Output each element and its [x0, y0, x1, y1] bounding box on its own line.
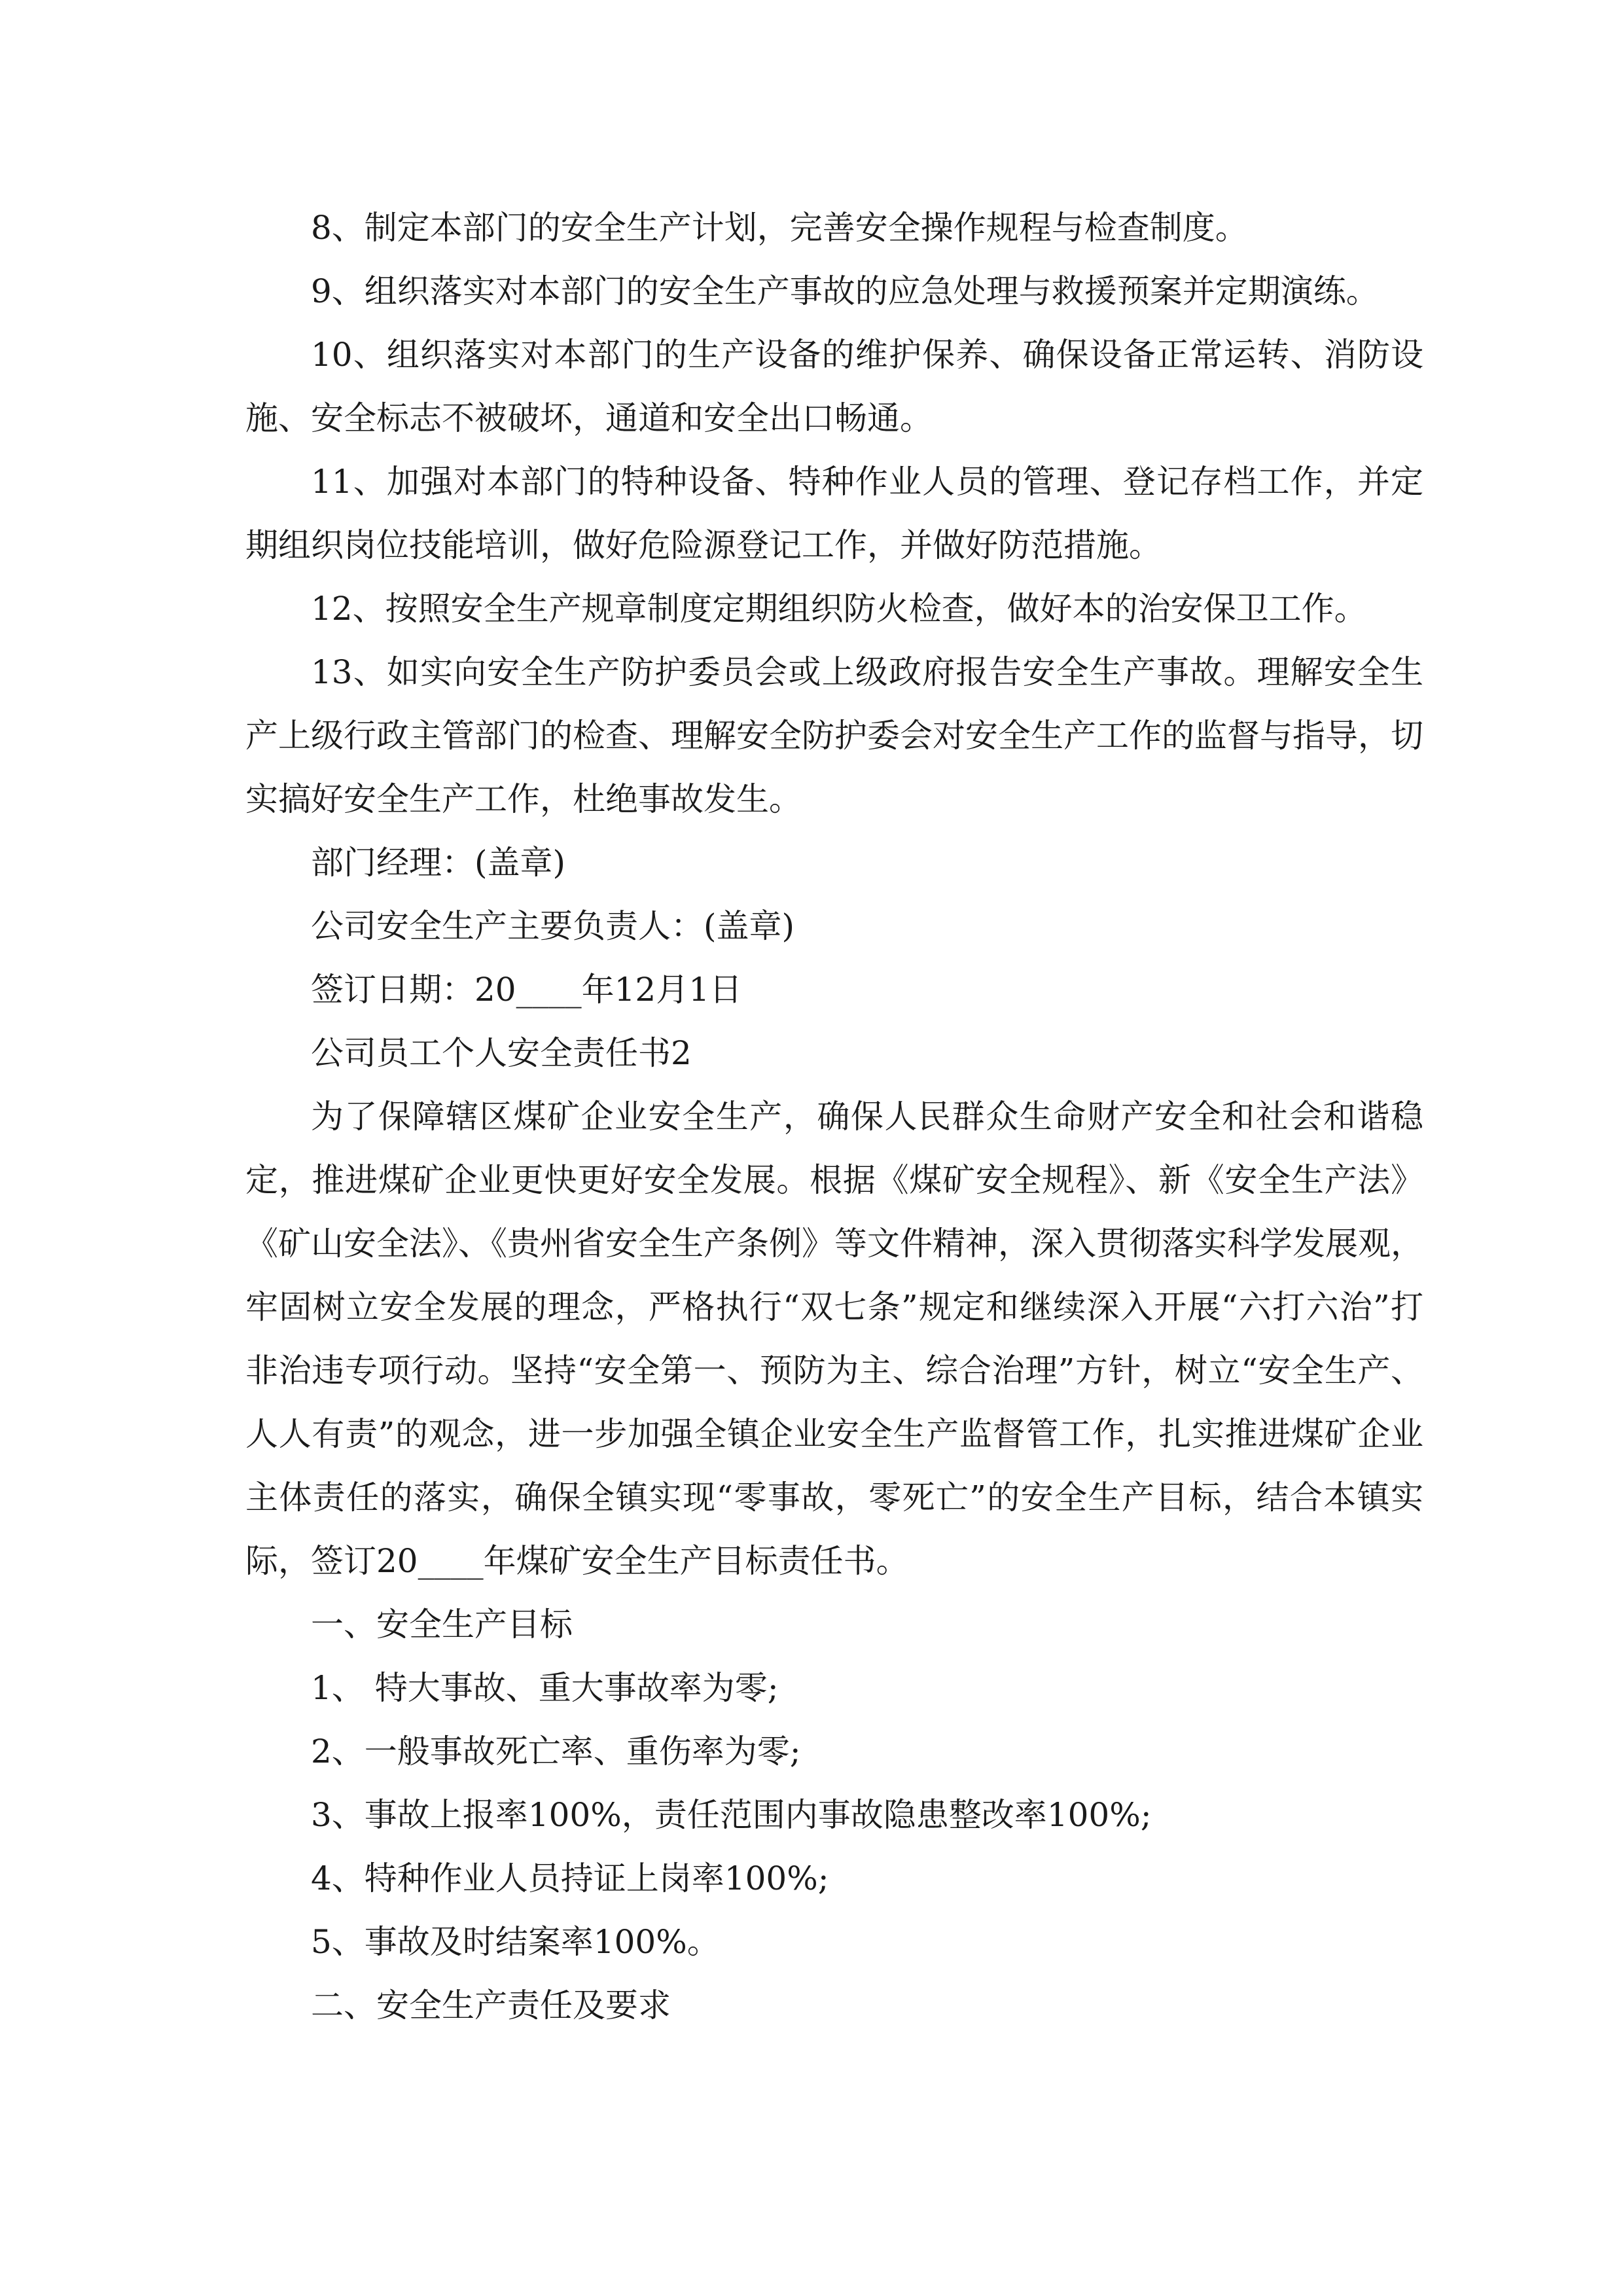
section-title-responsibility-letter-2: 公司员工个人安全责任书2 [311, 1034, 692, 1072]
signing-date: 签订日期：20____年12月1日 [311, 971, 743, 1009]
goal-item-3: 3、事故上报率100%，责任范围内事故隐患整改率100%; [311, 1796, 1152, 1834]
paragraph-item-8: 8、制定本部门的安全生产计划，完善安全操作规程与检查制度。 [311, 209, 1248, 247]
heading-safety-goals: 一、安全生产目标 [311, 1605, 573, 1643]
paragraph-item-12: 12、按照安全生产规章制度定期组织防火检查，做好本的治安保卫工作。 [311, 590, 1367, 628]
paragraph-item-9: 9、组织落实对本部门的安全生产事故的应急处理与救援预案并定期演练。 [311, 272, 1379, 310]
goal-item-1: 1、 特大事故、重大事故率为零; [311, 1669, 779, 1707]
paragraph-item-10: 10、组织落实对本部门的生产设备的维护保养、确保设备正常运转、消防设施、安全标志不被破坏，通道和安全出口畅通。 [245, 336, 1423, 437]
goal-item-5: 5、事故及时结案率100%。 [311, 1923, 720, 1961]
goal-item-2: 2、一般事故死亡率、重伤率为零; [311, 1732, 801, 1770]
paragraph-item-13: 13、如实向安全生产防护委员会或上级政府报告安全生产事故。理解安全生产上级行政主管部门的检查、理解安全防护委会对安全生产工作的监督与指导，切实搞好安全生产工作，杜绝事故发生。 [245, 653, 1423, 818]
intro-paragraph: 为了保障辖区煤矿企业安全生产，确保人民群众生命财产安全和社会和谐稳定，推进煤矿企业更快更好安全发展。根据《煤矿安全规程》、新《安全生产法》《矿山安全法》、《贵州省安全生产条例》等文件精神，深入贯彻落实科学发展观，牢固树立安全发展的理念，严格执行“双七条”规定和继续深入开展“六打六治”打非治违专项行动。坚持“安全第一、预防为主、综合治理”方针，树立“安全生产、人人有责”的观念，进一步加强全镇企业安全生产监督管工作，扎实推进煤矿企业主体责任的落实，确保全镇实现“零事故，零死亡”的安全生产目标，结合本镇实际，签订20____年煤矿安全生产目标责任书。 [245, 1098, 1423, 1580]
document-body [245, 196, 1423, 2037]
heading-responsibilities: 二、安全生产责任及要求 [311, 1986, 671, 2024]
goal-item-4: 4、特种作业人员持证上岗率100%; [311, 1859, 829, 1897]
paragraph-item-11: 11、加强对本部门的特种设备、特种作业人员的管理、登记存档工作，并定期组织岗位技能培训，做好危险源登记工作，并做好防范措施。 [245, 463, 1423, 564]
signature-department-manager: 部门经理：(盖章) [311, 844, 566, 882]
signature-safety-head: 公司安全生产主要负责人：(盖章) [311, 907, 795, 945]
